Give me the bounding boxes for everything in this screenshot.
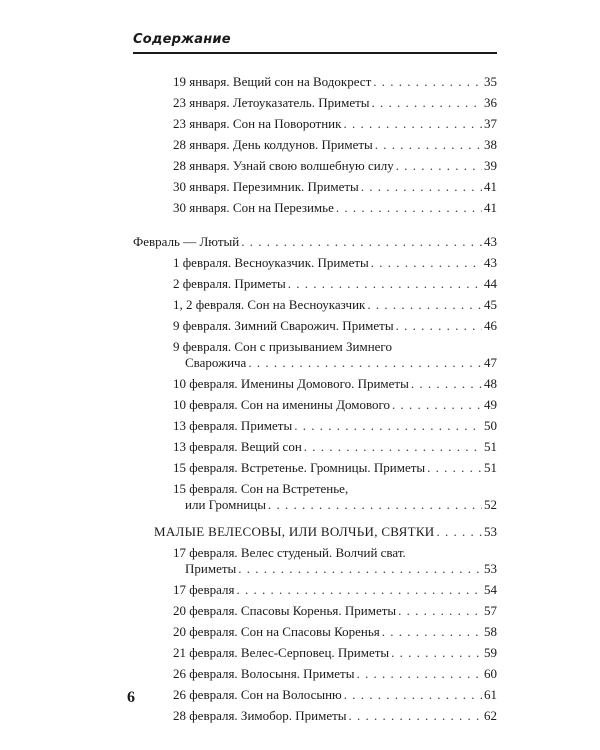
toc-page-number: 41: [484, 200, 497, 215]
leader-dots: [367, 297, 482, 313]
toc-page-number: 53: [484, 561, 497, 576]
toc-entry: [173, 624, 497, 640]
leader-dots: [238, 561, 482, 577]
toc-page-number: 43: [484, 255, 497, 270]
toc-entry-title: 1 февраля. Весноуказчик. Приметы: [173, 255, 369, 270]
toc-entry: [173, 179, 497, 195]
toc-entry: [173, 339, 497, 371]
leader-dots: [236, 582, 482, 598]
toc-entry-title: 28 января. День колдунов. Приметы: [173, 137, 373, 152]
toc-entry: [173, 376, 497, 392]
toc-page-number: 57: [484, 603, 497, 618]
toc-entry-title-line1: 15 февраля. Сон на Встретенье,: [173, 481, 349, 496]
toc-entry: [173, 603, 497, 619]
toc-page-number: 48: [484, 376, 497, 391]
toc-page-number: 49: [484, 397, 497, 412]
toc-entry-title: 30 января. Перезимник. Приметы: [173, 179, 359, 194]
toc-entry: [173, 137, 497, 153]
toc-entry-title: Приметы: [185, 561, 237, 576]
toc-page-number: 52: [484, 497, 497, 512]
leader-dots: [382, 624, 482, 640]
toc-entry-title: 17 февраля: [173, 582, 235, 597]
toc-entry: [173, 158, 497, 174]
leader-dots: [392, 397, 482, 413]
toc-entry-title: 30 января. Сон на Перезимье: [173, 200, 334, 215]
toc-entry: [173, 255, 497, 271]
toc-entry: [173, 318, 497, 334]
toc-entry-title-line1: 17 февраля. Велес студеный. Волчий сват.: [173, 545, 406, 560]
toc-entry-title: 9 февраля. Зимний Сварожич. Приметы: [173, 318, 394, 333]
toc-entry-title: Сварожича: [185, 355, 247, 370]
toc-entry-title: 23 января. Сон на Поворотник: [173, 116, 342, 131]
toc-entry-title: МАЛЫЕ ВЕЛЕСОВЫ, ИЛИ ВОЛЧЬИ, СВЯТКИ: [154, 524, 435, 539]
toc-month-heading: [133, 234, 497, 250]
toc-page-number: 53: [484, 524, 497, 539]
leader-dots: [344, 687, 482, 703]
leader-dots: [411, 376, 482, 392]
header-title: Содержание: [133, 32, 231, 47]
toc-entry: [173, 418, 497, 434]
toc-page-number: 41: [484, 179, 497, 194]
leader-dots: [396, 158, 482, 174]
leader-dots: [288, 276, 482, 292]
toc-entry: [173, 545, 497, 577]
toc-entry: [173, 95, 497, 111]
leader-dots: [248, 355, 482, 371]
toc-entry: [173, 276, 497, 292]
toc-page-number: 47: [484, 355, 497, 370]
toc-entry-title: 13 февраля. Вещий сон: [173, 439, 302, 454]
toc-page-number: 50: [484, 418, 497, 433]
toc-entry: [173, 439, 497, 455]
toc-page-number: 60: [484, 666, 497, 681]
toc-page-number: 44: [484, 276, 497, 291]
toc-entry: [173, 297, 497, 313]
toc-page-number: 46: [484, 318, 497, 333]
toc-entry: [173, 397, 497, 413]
toc-entry-title: 21 февраля. Велес-Серповец. Приметы: [173, 645, 390, 660]
toc-entry: [173, 200, 497, 216]
toc-entry-title: или Громницы: [185, 497, 266, 512]
leader-dots: [349, 708, 482, 724]
leader-dots: [396, 318, 482, 334]
leader-dots: [304, 439, 482, 455]
toc-page-number: 43: [484, 234, 497, 249]
toc-page-number: 61: [484, 687, 497, 702]
toc-entry-title: Февраль — Лютый: [133, 234, 240, 249]
leader-dots: [372, 95, 483, 111]
toc-entry-title: 23 января. Летоуказатель. Приметы: [173, 95, 370, 110]
toc-entry: [173, 460, 497, 476]
leader-dots: [371, 255, 482, 271]
toc-entry: [173, 645, 497, 661]
toc-section-heading: [154, 524, 497, 540]
toc-page-number: 45: [484, 297, 497, 312]
toc-page-number: 58: [484, 624, 497, 639]
toc-entry: [173, 74, 497, 90]
leader-dots: [336, 200, 482, 216]
toc-page-number: 51: [484, 460, 497, 475]
leader-dots: [398, 603, 482, 619]
toc-page-number: 38: [484, 137, 497, 152]
toc-entry-title: 28 февраля. Зимобор. Приметы: [173, 708, 347, 723]
leader-dots: [437, 524, 483, 540]
leader-dots: [373, 74, 482, 90]
toc-page-number: 36: [484, 95, 497, 110]
leader-dots: [294, 418, 482, 434]
toc-entry-title: 13 февраля. Приметы: [173, 418, 293, 433]
leader-dots: [427, 460, 482, 476]
toc-entry-title: 10 февраля. Именины Домового. Приметы: [173, 376, 409, 391]
toc-entry: [173, 708, 497, 724]
toc-entry-title: 2 февраля. Приметы: [173, 276, 286, 291]
toc-entry: [173, 116, 497, 132]
toc-entry-title: 26 февраля. Волосыня. Приметы: [173, 666, 355, 681]
toc-entry-title: 19 января. Вещий сон на Водокрест: [173, 74, 372, 89]
toc-entry: [173, 582, 497, 598]
toc-entry-title: 20 февраля. Спасовы Коренья. Приметы: [173, 603, 397, 618]
toc-page-number: 59: [484, 645, 497, 660]
page-number: 6: [127, 689, 135, 706]
toc-entry-title: 1, 2 февраля. Сон на Весноуказчик: [173, 297, 366, 312]
leader-dots: [375, 137, 482, 153]
toc-page-number: 39: [484, 158, 497, 173]
leader-dots: [356, 666, 482, 682]
toc-page-number: 54: [484, 582, 497, 597]
toc-page-number: 51: [484, 439, 497, 454]
leader-dots: [343, 116, 482, 132]
toc-page-number: 62: [484, 708, 497, 723]
toc-entry-title: 15 февраля. Встретенье. Громницы. Приметы: [173, 460, 426, 475]
leader-dots: [241, 234, 482, 250]
toc-entry-title: 10 февраля. Сон на именины Домового: [173, 397, 391, 412]
toc-entry-title: 28 января. Узнай свою волшебную силу: [173, 158, 394, 173]
toc-entry: [173, 666, 497, 682]
toc-entry-title: 26 февраля. Сон на Волосыню: [173, 687, 342, 702]
leader-dots: [391, 645, 482, 661]
leader-dots: [268, 497, 482, 513]
toc-entry-title: 20 февраля. Сон на Спасовы Коренья: [173, 624, 380, 639]
leader-dots: [361, 179, 482, 195]
toc-page-number: 35: [484, 74, 497, 89]
toc-entry-title-line1: 9 февраля. Сон с призыванием Зимнего: [173, 339, 392, 354]
toc-entry: [173, 481, 497, 513]
toc-page-number: 37: [484, 116, 497, 131]
toc-entry: [173, 687, 497, 703]
